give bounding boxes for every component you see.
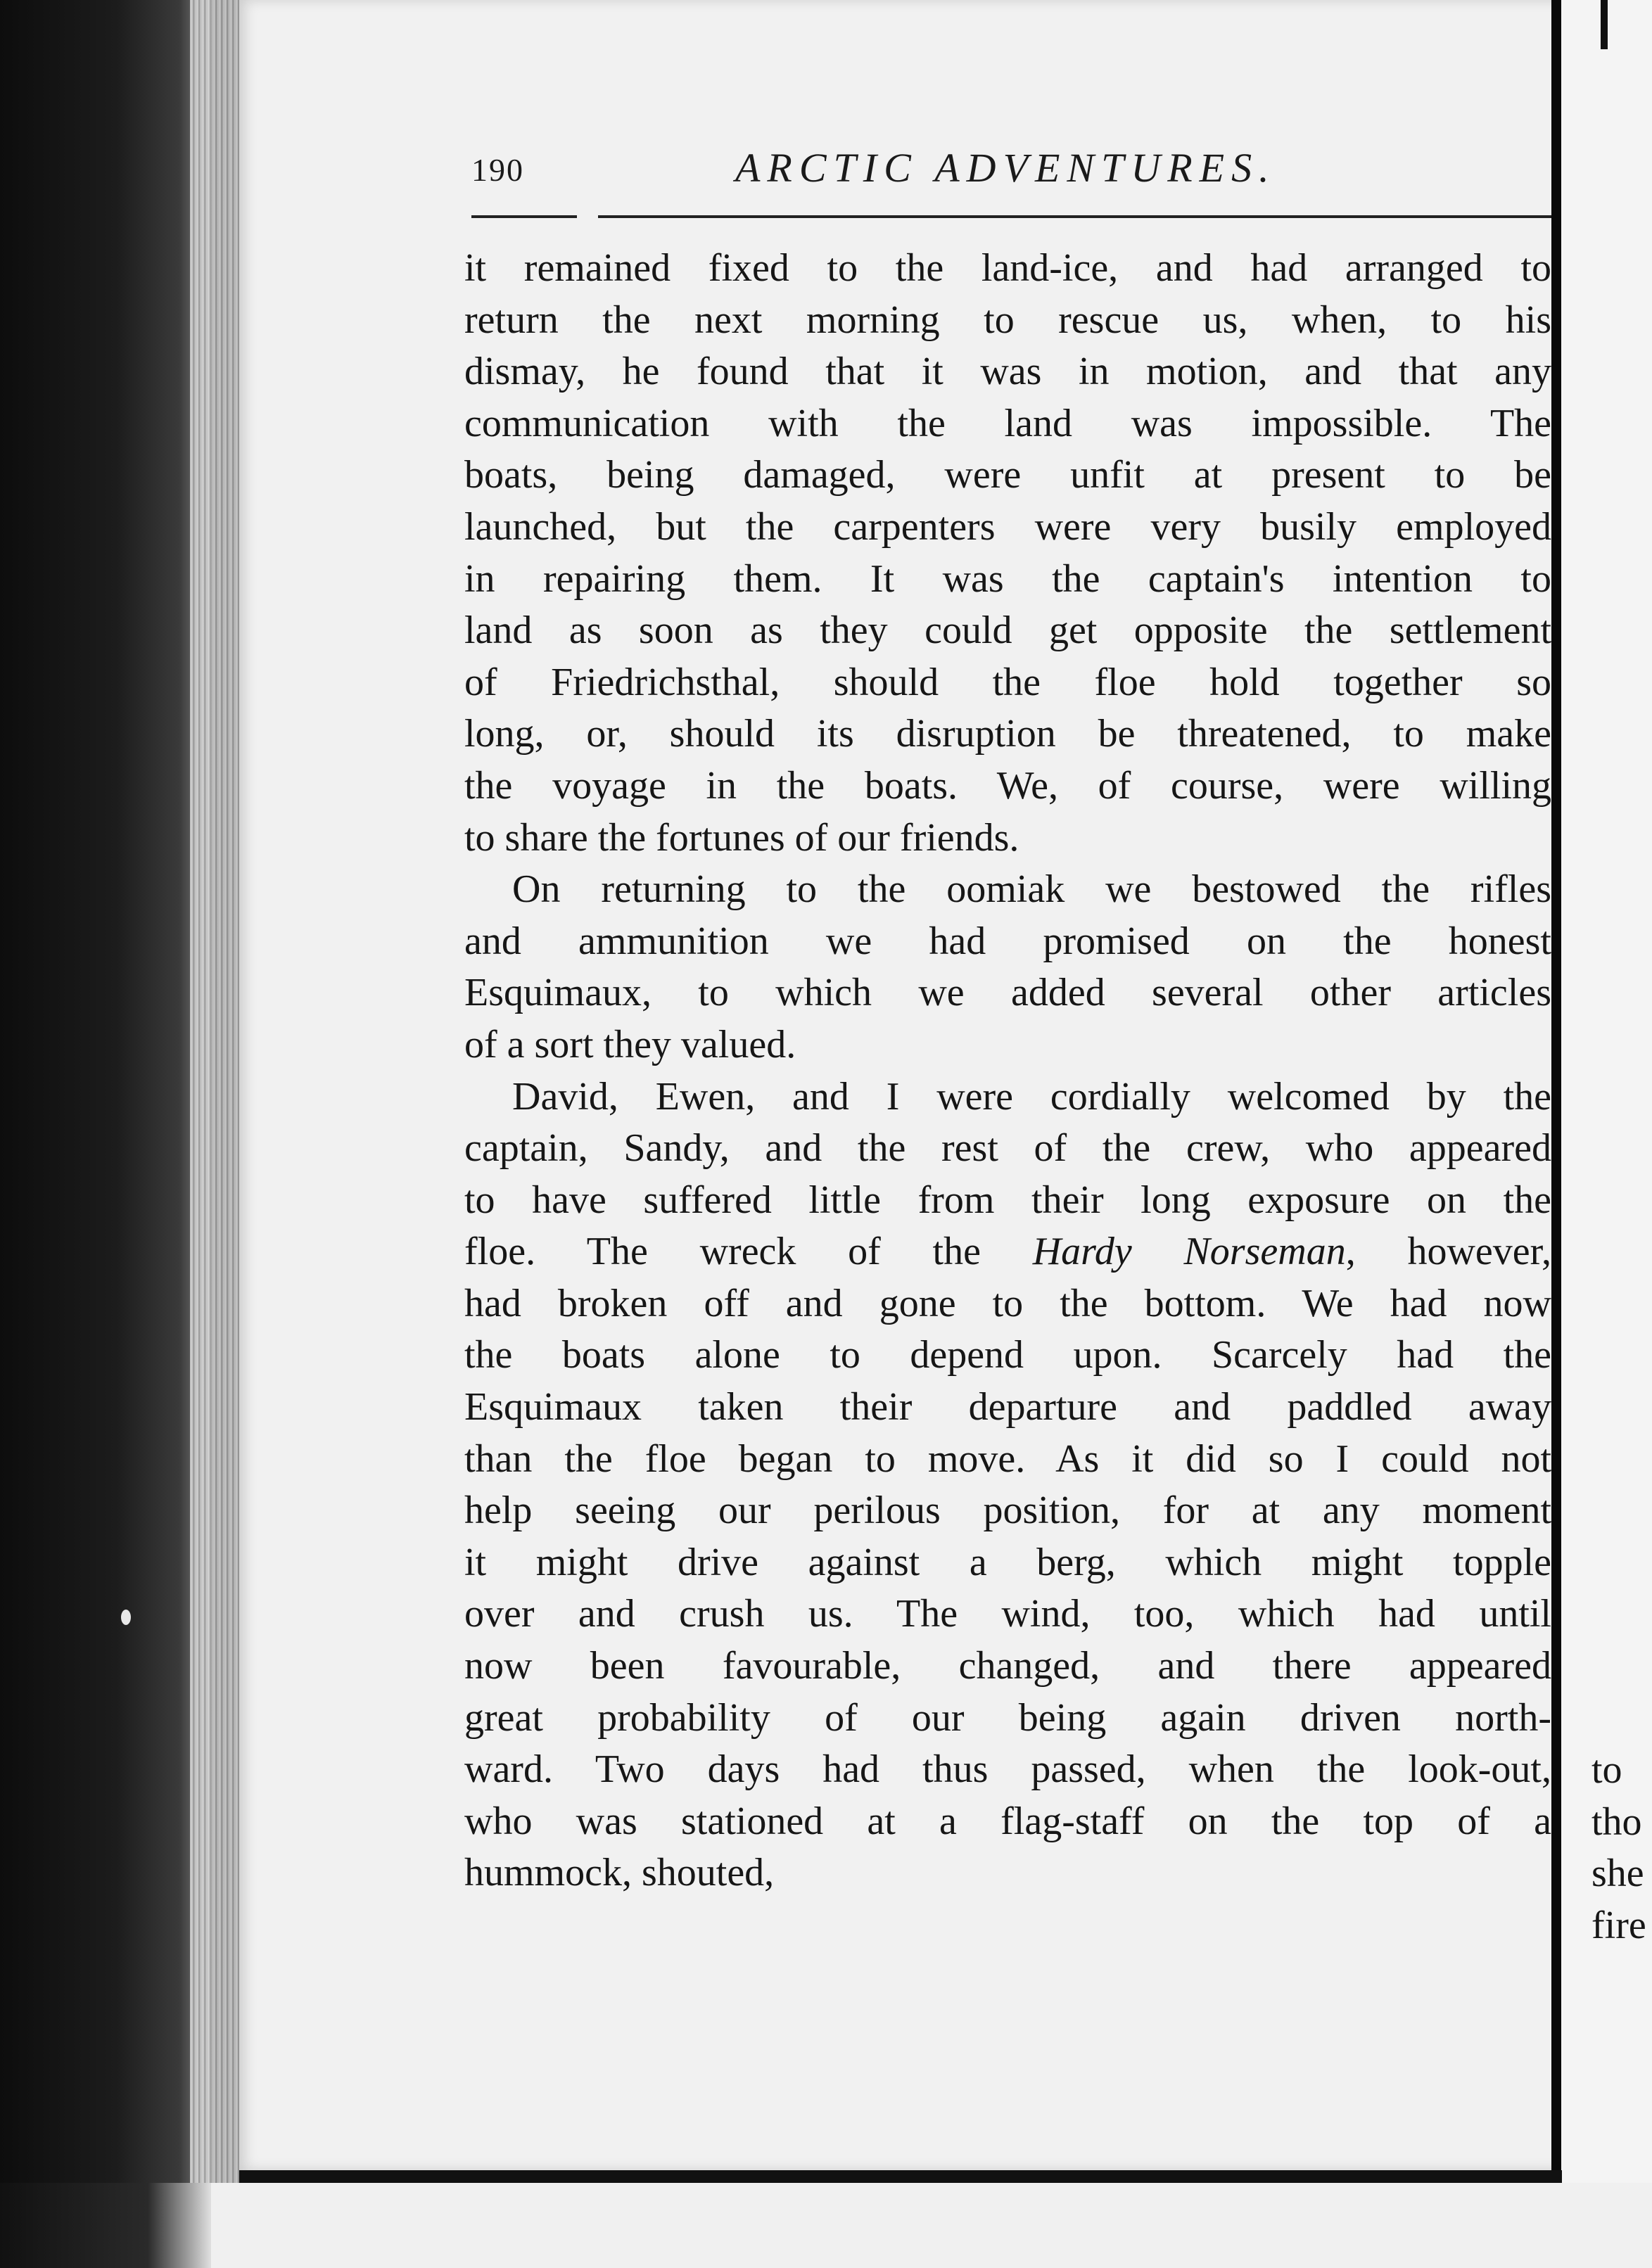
text-line: long, or, should its disruption be threatened, to make bbox=[464, 712, 1551, 756]
text-line: the boats alone to depend upon. Scarcely had the bbox=[464, 1333, 1551, 1377]
text-line: the voyage in the boats. We, of course, were willing bbox=[464, 763, 1551, 808]
header-rule bbox=[471, 215, 1551, 218]
text-line: who was stationed at a flag-staff on the top of a bbox=[464, 1799, 1551, 1843]
running-title: ARCTIC ADVENTURES. bbox=[735, 145, 1276, 191]
text-line: Esquimaux, to which we added several other articles bbox=[464, 971, 1551, 1015]
text-line: and ammunition we had promised on the honest bbox=[464, 919, 1551, 963]
facing-page-fragment: to bbox=[1591, 1748, 1622, 1792]
ship-name: Hardy Norseman bbox=[1032, 1230, 1346, 1274]
text-line: had broken off and gone to the bottom. We had now bbox=[464, 1281, 1551, 1325]
text-line: it might drive against a berg, which might topple bbox=[464, 1540, 1551, 1584]
facing-page-fragment: tho bbox=[1591, 1799, 1642, 1844]
binding-gutter bbox=[0, 0, 211, 2268]
text-line: now been favourable, changed, and there appeared bbox=[464, 1644, 1551, 1688]
facing-page-edge-top bbox=[1601, 0, 1608, 49]
facing-page-fragment: she bbox=[1591, 1852, 1644, 1896]
text-line: great probability of our being again driven north- bbox=[464, 1695, 1551, 1740]
text-line-last: to share the fortunes of our friends. bbox=[464, 815, 1019, 860]
facing-page-fragment: fire bbox=[1591, 1903, 1646, 1947]
text-span: floe. The wreck of the bbox=[464, 1230, 1033, 1274]
text-line: help seeing our perilous position, for at any moment bbox=[464, 1489, 1551, 1533]
text-line: than the floe began to move. As it did so I could not bbox=[464, 1436, 1551, 1481]
body-text bbox=[464, 243, 1551, 1899]
facing-page-edge bbox=[1551, 0, 1561, 2170]
text-line: in repairing them. It was the captain's intention to bbox=[464, 556, 1551, 601]
text-line: land as soon as they could get opposite the settlement bbox=[464, 609, 1551, 653]
text-line: ward. Two days had thus passed, when the look-out, bbox=[464, 1747, 1551, 1792]
header-rule-break bbox=[577, 215, 598, 219]
text-line: it remained fixed to the land-ice, and had arranged to bbox=[464, 246, 1551, 290]
binding-shadow bbox=[0, 2183, 211, 2268]
text-line: dismay, he found that it was in motion, and that any bbox=[464, 350, 1551, 394]
text-line: to have suffered little from their long exposure on the bbox=[464, 1178, 1551, 1222]
running-header bbox=[471, 144, 1548, 208]
text-line: boats, being damaged, were unfit at present to be bbox=[464, 453, 1551, 497]
text-line: over and crush us. The wind, too, which had until bbox=[464, 1592, 1551, 1636]
text-line-last: hummock, shouted, bbox=[464, 1851, 775, 1895]
text-line: communication with the land was impossible. The bbox=[464, 401, 1551, 445]
paper-speck bbox=[121, 1610, 131, 1625]
text-line: launched, but the carpenters were very busily employed bbox=[464, 504, 1551, 549]
text-line-last: of a sort they valued. bbox=[464, 1022, 796, 1066]
text-line-with-italic bbox=[464, 1226, 1551, 1278]
facing-page-text bbox=[1591, 1745, 1652, 1951]
text-line: of Friedrichsthal, should the floe hold together so bbox=[464, 660, 1551, 704]
page-bottom-edge bbox=[239, 2170, 1562, 2183]
paragraph-first-line: On returning to the oomiak we bestowed the rifles bbox=[512, 867, 1551, 912]
text-line: captain, Sandy, and the rest of the crew, who appeared bbox=[464, 1126, 1551, 1171]
page-number: 190 bbox=[471, 152, 524, 188]
text-span: , however, bbox=[1345, 1230, 1552, 1274]
text-line: return the next morning to rescue us, when, to his bbox=[464, 298, 1551, 342]
paragraph-first-line: David, Ewen, and I were cordially welcomed by the bbox=[512, 1074, 1551, 1119]
text-line: Esquimaux taken their departure and paddled away bbox=[464, 1385, 1551, 1429]
scan-background bbox=[0, 2183, 1652, 2268]
